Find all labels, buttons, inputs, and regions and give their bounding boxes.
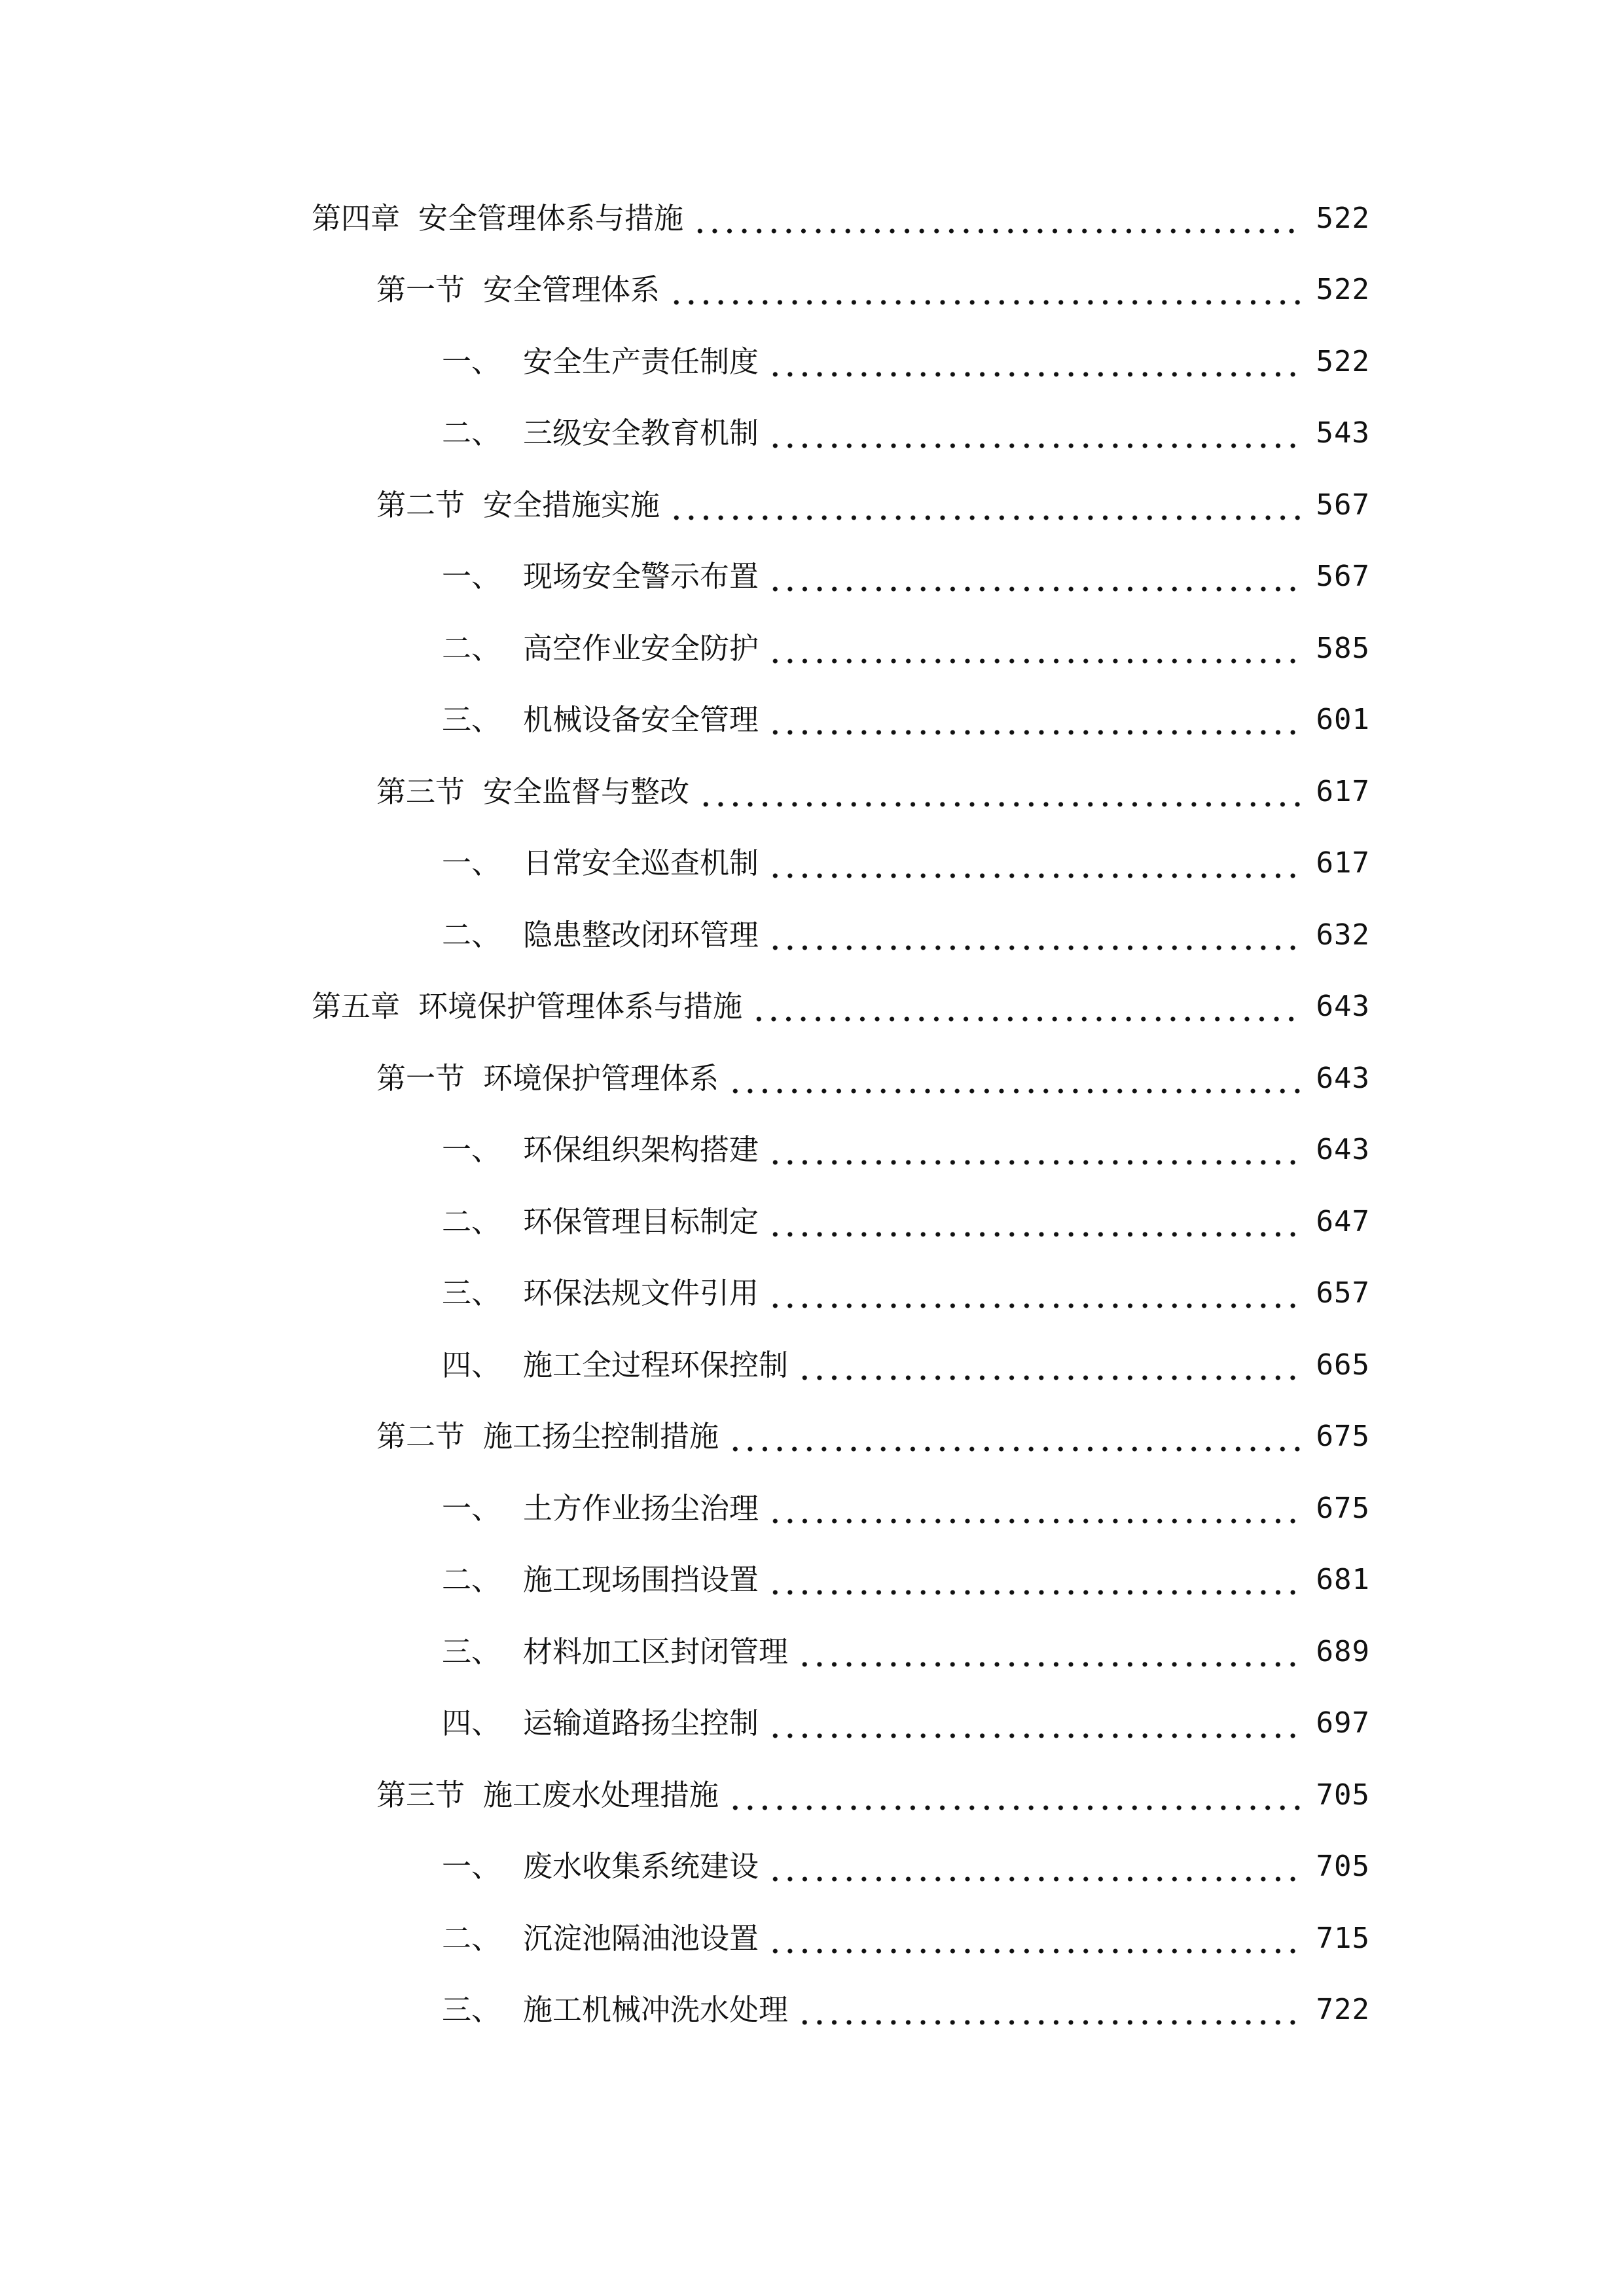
entry-prefix: 第二节 [376,1419,465,1454]
entry-prefix: 第一节 [376,272,465,307]
toc-entry-subsection[interactable] [442,1199,1370,1245]
toc-entry-section[interactable] [376,1772,1370,1818]
entry-title: 运输道路扬尘控制 [523,1706,759,1740]
entry-prefix: 第三节 [376,774,465,809]
dot-leader [768,697,1303,743]
entry-title: 施工机械冲洗水处理 [523,1992,789,2027]
toc-entry-subsection[interactable] [442,1916,1370,1962]
toc-entry-subsection[interactable] [442,626,1370,672]
entry-prefix: 二、 [442,1562,501,1597]
toc-entry-subsection[interactable] [442,912,1370,958]
entry-prefix: 一、 [442,559,501,594]
toc-entry-subsection[interactable] [442,339,1370,385]
entry-prefix: 第二节 [376,488,465,522]
dot-leader [768,1127,1303,1173]
entry-prefix: 一、 [442,1491,501,1526]
entry-title: 安全管理体系 [483,272,660,307]
toc-entry-subsection[interactable] [442,1557,1370,1603]
entry-prefix: 二、 [442,1921,501,1956]
entry-page-number: 522 [1316,273,1370,306]
entry-prefix: 三、 [442,1634,501,1669]
entry-page-number: 715 [1316,1922,1370,1955]
entry-page-number: 643 [1316,990,1370,1023]
entry-title: 环境保护管理体系 [483,1061,719,1096]
toc-entry-chapter[interactable] [312,196,1370,242]
entry-title: 施工扬尘控制措施 [483,1419,719,1454]
toc-entry-subsection[interactable] [442,697,1370,743]
dot-leader [768,1844,1303,1890]
toc-entry-section[interactable] [376,769,1370,815]
entry-page-number: 705 [1316,1778,1370,1812]
toc-entry-chapter[interactable] [312,984,1370,1030]
entry-prefix: 二、 [442,631,501,666]
entry-page-number: 585 [1316,632,1370,665]
entry-prefix: 第一节 [376,1061,465,1096]
dot-leader [669,482,1303,528]
toc-entry-subsection[interactable] [442,1127,1370,1173]
dot-leader [797,1987,1303,2033]
entry-title: 材料加工区封闭管理 [523,1634,789,1669]
dot-leader [768,1270,1303,1316]
dot-leader [768,912,1303,958]
entry-page-number: 697 [1316,1706,1370,1740]
entry-title: 安全管理体系与措施 [418,201,684,236]
entry-prefix: 第三节 [376,1778,465,1812]
dot-leader [728,1414,1303,1460]
entry-title: 环境保护管理体系与措施 [418,989,743,1024]
entry-title: 沉淀池隔油池设置 [523,1921,759,1956]
toc-entry-subsection[interactable] [442,1987,1370,2033]
entry-prefix: 一、 [442,846,501,880]
dot-leader [751,984,1303,1030]
entry-page-number: 675 [1316,1492,1370,1525]
dot-leader [728,1056,1303,1102]
dot-leader [728,1772,1303,1818]
entry-prefix: 三、 [442,1992,501,2027]
toc-entry-section[interactable] [376,1414,1370,1460]
entry-title: 废水收集系统建设 [523,1849,759,1884]
entry-prefix: 第五章 [312,989,401,1024]
entry-page-number: 705 [1316,1850,1370,1883]
entry-page-number: 647 [1316,1205,1370,1238]
entry-title: 环保法规文件引用 [523,1276,759,1310]
entry-title: 安全监督与整改 [483,774,690,809]
entry-page-number: 522 [1316,345,1370,378]
toc-entry-subsection[interactable] [442,1629,1370,1675]
entry-page-number: 681 [1316,1563,1370,1596]
entry-page-number: 617 [1316,846,1370,880]
entry-prefix: 二、 [442,918,501,952]
dot-leader [797,1342,1303,1388]
dot-leader [768,410,1303,456]
dot-leader [768,840,1303,886]
entry-page-number: 567 [1316,488,1370,522]
dot-leader [698,769,1303,815]
toc-entry-subsection[interactable] [442,1844,1370,1890]
dot-leader [797,1629,1303,1675]
entry-prefix: 第四章 [312,201,401,236]
entry-title: 施工现场围挡设置 [523,1562,759,1597]
entry-page-number: 657 [1316,1276,1370,1310]
entry-title: 隐患整改闭环管理 [523,918,759,952]
toc-entry-subsection[interactable] [442,554,1370,600]
entry-title: 施工全过程环保控制 [523,1348,789,1382]
entry-page-number: 722 [1316,1993,1370,2026]
dot-leader [768,626,1303,672]
entry-title: 安全措施实施 [483,488,660,522]
entry-page-number: 643 [1316,1133,1370,1166]
dot-leader [768,1916,1303,1962]
entry-page-number: 601 [1316,703,1370,736]
entry-prefix: 一、 [442,1849,501,1884]
entry-prefix: 三、 [442,702,501,737]
entry-page-number: 617 [1316,775,1370,808]
dot-leader [669,267,1303,313]
entry-page-number: 522 [1316,202,1370,235]
entry-prefix: 二、 [442,416,501,450]
entry-title: 施工废水处理措施 [483,1778,719,1812]
entry-page-number: 665 [1316,1348,1370,1382]
entry-title: 环保组织架构搭建 [523,1132,759,1167]
dot-leader [768,1557,1303,1603]
entry-prefix: 四、 [442,1706,501,1740]
entry-page-number: 632 [1316,918,1370,952]
entry-title: 日常安全巡查机制 [523,846,759,880]
entry-page-number: 675 [1316,1420,1370,1453]
entry-prefix: 四、 [442,1348,501,1382]
toc-entry-subsection[interactable] [442,1342,1370,1388]
dot-leader [693,196,1303,242]
entry-title: 土方作业扬尘治理 [523,1491,759,1526]
toc-entry-section[interactable] [376,482,1370,528]
toc-entry-subsection[interactable] [442,1700,1370,1746]
entry-page-number: 689 [1316,1635,1370,1668]
toc-entry-section[interactable] [376,1056,1370,1102]
entry-prefix: 三、 [442,1276,501,1310]
dot-leader [768,1700,1303,1746]
dot-leader [768,1486,1303,1532]
entry-prefix: 二、 [442,1204,501,1239]
entry-title: 三级安全教育机制 [523,416,759,450]
entry-page-number: 543 [1316,416,1370,450]
entry-prefix: 一、 [442,344,501,379]
toc-entry-section[interactable] [376,267,1370,313]
entry-title: 现场安全警示布置 [523,559,759,594]
toc-entry-subsection[interactable] [442,1270,1370,1316]
toc-entry-subsection[interactable] [442,1486,1370,1532]
entry-title: 高空作业安全防护 [523,631,759,666]
entry-page-number: 567 [1316,560,1370,593]
dot-leader [768,554,1303,600]
entry-title: 环保管理目标制定 [523,1204,759,1239]
dot-leader [768,1199,1303,1245]
entry-title: 安全生产责任制度 [523,344,759,379]
entry-page-number: 643 [1316,1062,1370,1095]
entry-prefix: 一、 [442,1132,501,1167]
toc-entry-subsection[interactable] [442,840,1370,886]
entry-title: 机械设备安全管理 [523,702,759,737]
dot-leader [768,339,1303,385]
toc-entry-subsection[interactable] [442,410,1370,456]
